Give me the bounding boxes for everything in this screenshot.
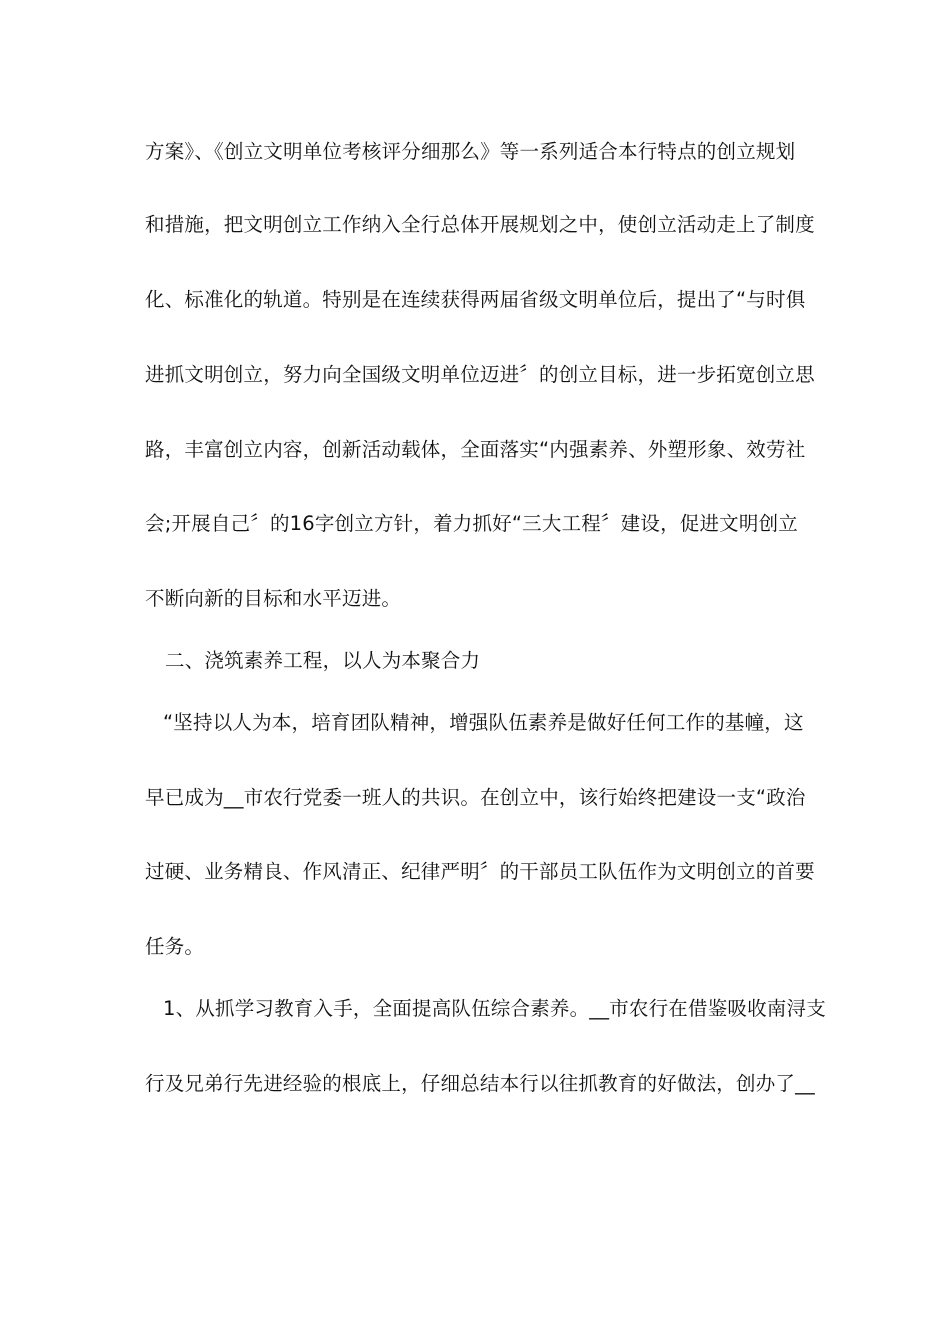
section-heading: 二、浇筑素养工程，以人为本聚合力 [165,649,481,672]
paragraph-line: 行及兄弟行先进经验的根底上，仔细总结本行以往抓教育的好做法，创办了__ [145,1072,816,1095]
paragraph-line: 会;开展自己〞的16字创立方针，着力抓好“三大工程〞建设，促进文明创立 [145,512,798,535]
paragraph-line: 不断向新的目标和水平迈进。 [145,587,402,610]
paragraph-line: 路，丰富创立内容，创新活动载体，全面落实“内强素养、外塑形象、效劳社 [145,438,806,461]
paragraph-line: 任务。 [145,935,205,958]
paragraph-line: 方案》、《创立文明单位考核评分细那么》等一系列适合本行特点的创立规划 [145,140,796,163]
paragraph-line: 1、从抓学习教育入手，全面提高队伍综合素养。__市农行在借鉴吸收南浔支 [163,997,826,1020]
paragraph-line: 早已成为__市农行党委一班人的共识。在创立中，该行始终把建设一支“政治 [145,786,806,809]
paragraph-line: 和措施，把文明创立工作纳入全行总体开展规划之中，使创立活动走上了制度 [145,213,815,236]
paragraph-line: 过硬、业务精良、作风清正、纪律严明〞的干部员工队伍作为文明创立的首要 [145,860,815,883]
paragraph-line: 化、标准化的轨道。特别是在连续获得两届省级文明单位后，提出了“与时俱 [145,288,806,311]
paragraph-line: 进抓文明创立，努力向全国级文明单位迈进〞的创立目标，进一步拓宽创立思 [145,363,815,386]
paragraph-line: “坚持以人为本，培育团队精神，增强队伍素养是做好任何工作的基幢，这 [163,711,804,734]
